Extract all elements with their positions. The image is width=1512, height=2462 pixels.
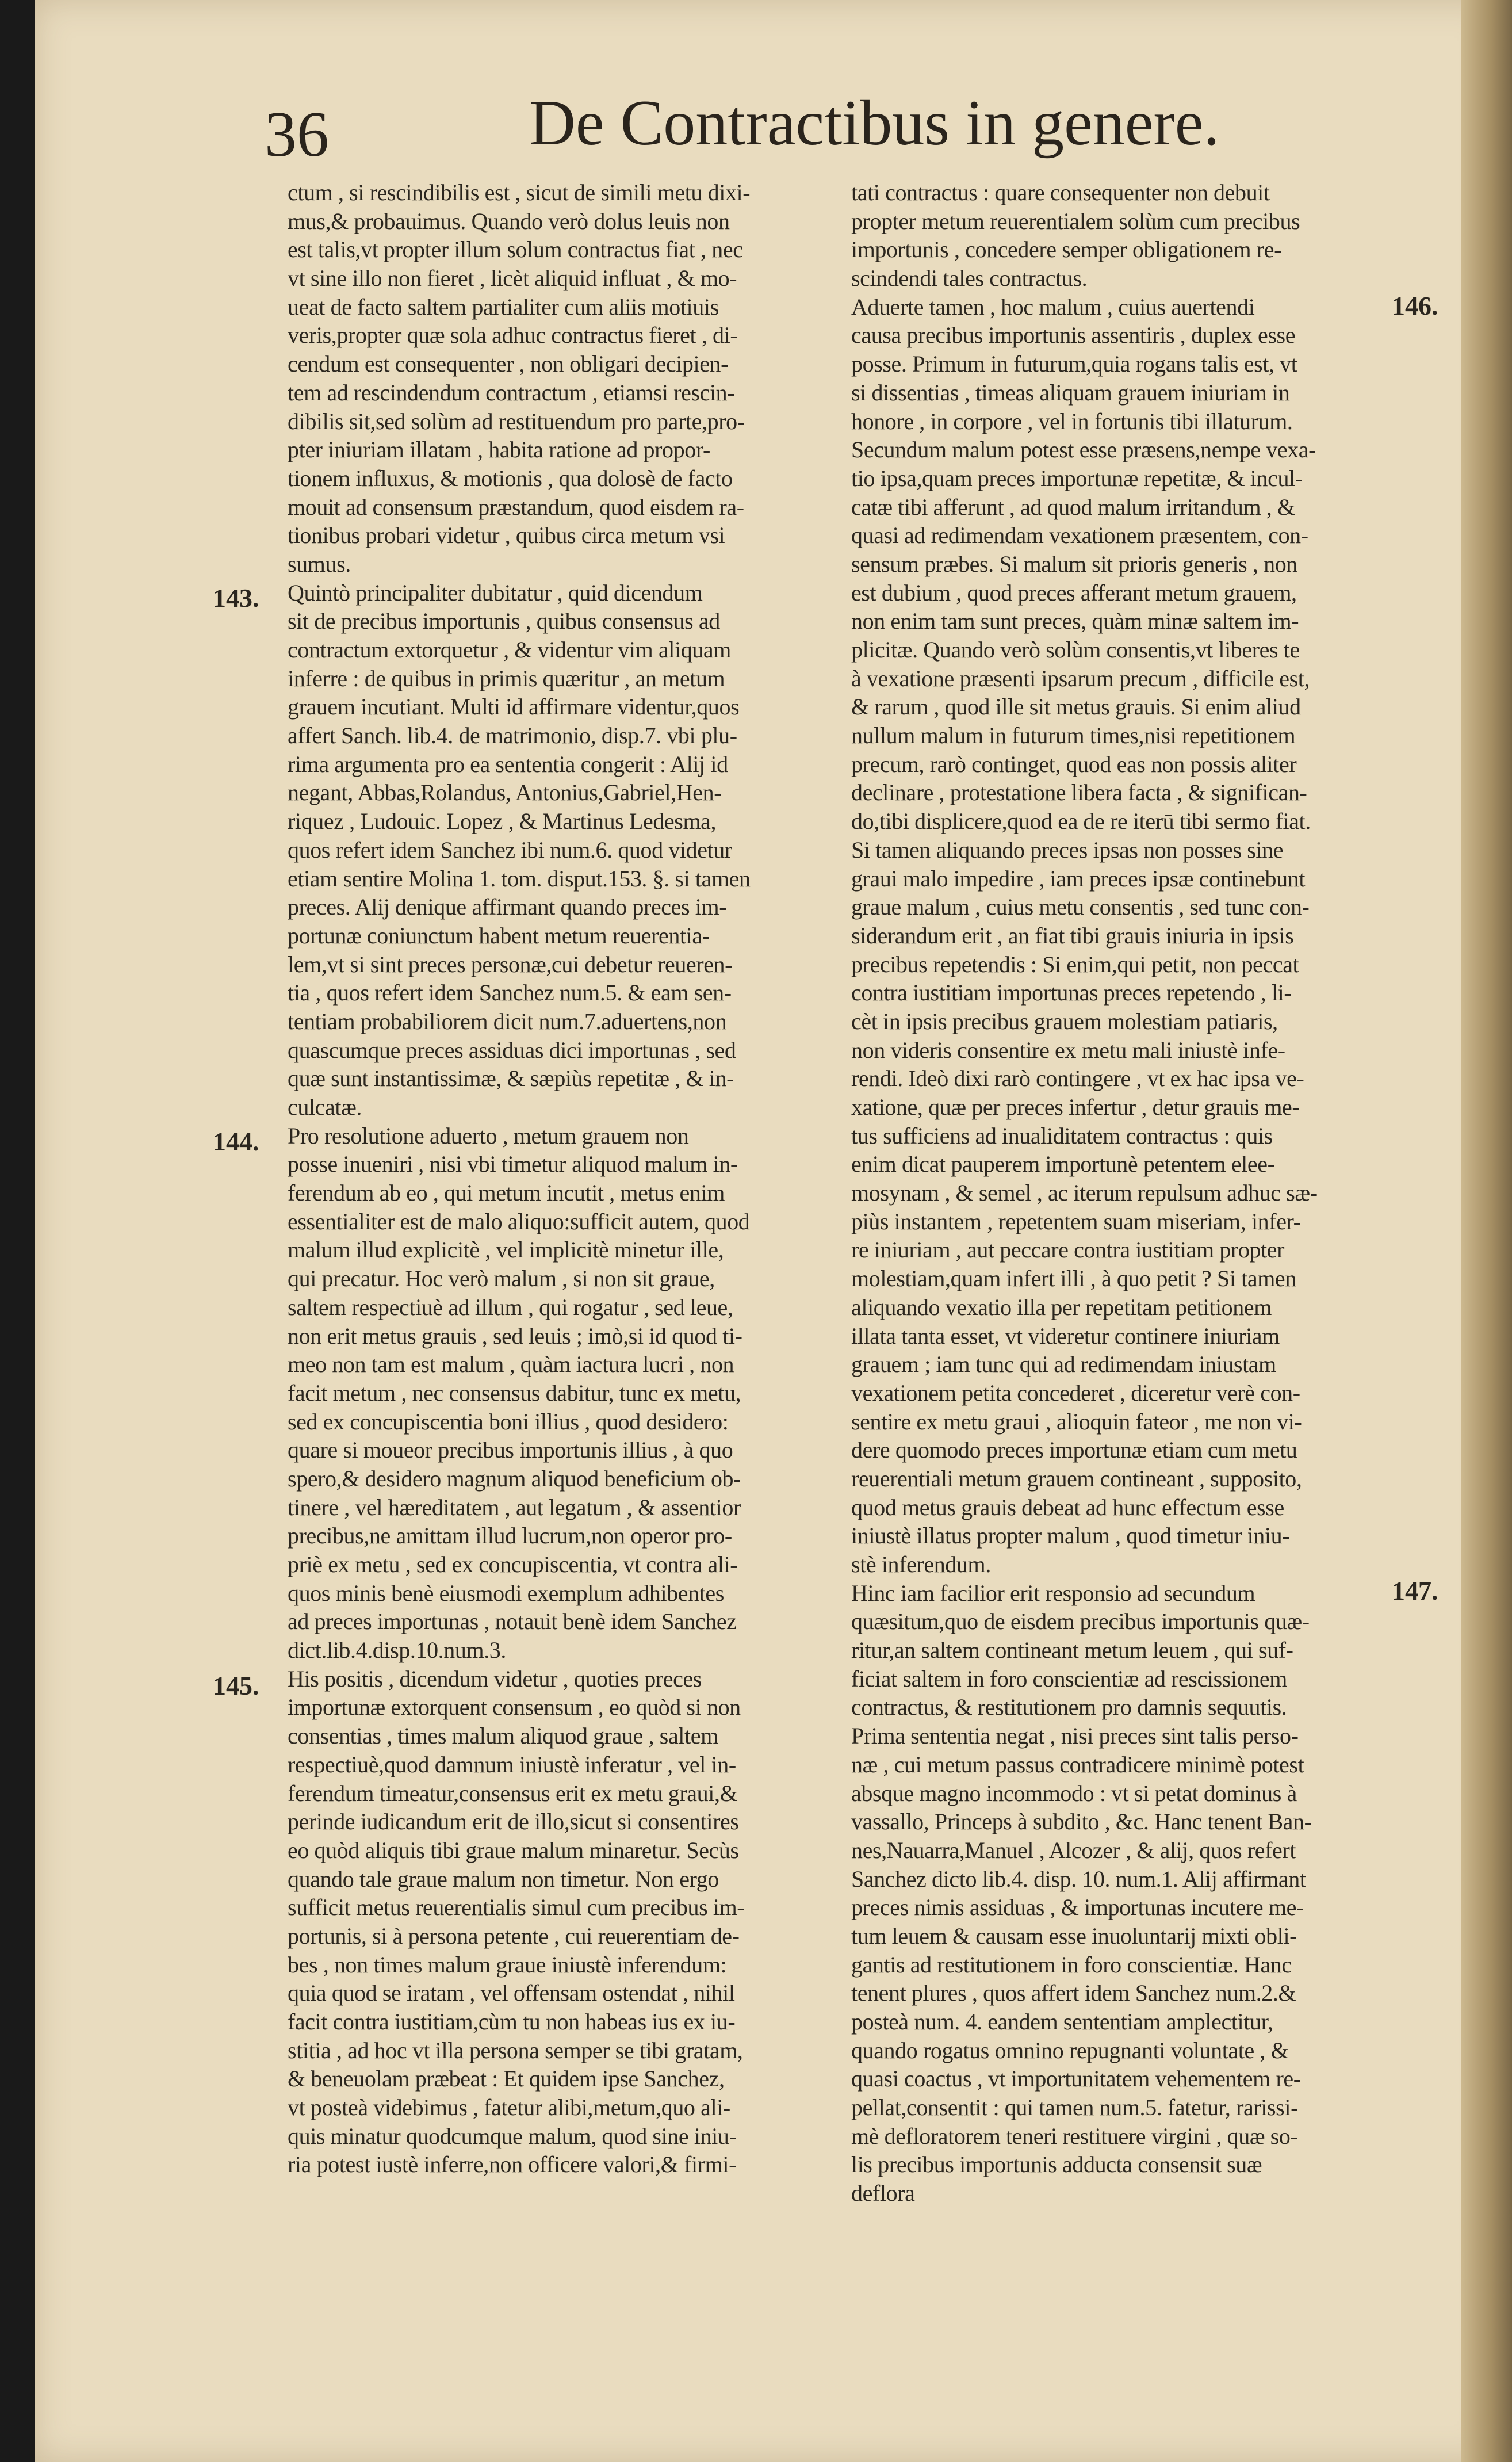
text-line: mosynam , & semel , ac iterum repulsum adhuc sæ-	[851, 1180, 1318, 1206]
text-line: vt posteà videbimus , fatetur alibi,metum,quo ali-	[288, 2094, 730, 2121]
text-line: tum leuem & causam esse inuoluntarij mixti obli-	[851, 1922, 1297, 1949]
text-line: est dubium , quod preces afferant metum grauem,	[851, 579, 1297, 606]
margin-number-143: 143.	[213, 583, 259, 613]
text-line: facit contra iustitiam,cùm tu non habeas ius ex iu-	[288, 2009, 736, 2035]
text-line: contractum extorquetur , & videntur vim aliquam	[288, 637, 731, 663]
text-line: malum illud explicitè , vel implicitè minetur ille,	[288, 1237, 724, 1263]
book-spine-edge	[1461, 0, 1512, 2462]
text-line: precibus,ne amittam illud lucrum,non operor pro-	[288, 1523, 732, 1549]
text-line: ritur,an saltem contineant metum leuem , qui suf-	[851, 1637, 1293, 1664]
text-line: rima argumenta pro ea sententia congerit : Alij id	[288, 751, 728, 777]
text-line: tentiam probabiliorem dicit num.7.aduertens,non	[288, 1008, 727, 1034]
text-line: cendum est consequenter , non obligari decipien-	[288, 351, 729, 377]
text-line: saltem respectiuè ad illum , qui rogatur , sed leue,	[288, 1294, 733, 1320]
text-line: stè inferendum.	[851, 1551, 991, 1577]
text-line: tionem influxus, & motionis , qua dolosè de facto	[288, 465, 733, 491]
running-head	[35, 86, 1495, 173]
text-line: Pro resolutione aduerto , metum grauem non	[288, 1122, 689, 1149]
text-line: bes , non times malum graue iniustè inferendum:	[288, 1951, 727, 1978]
text-line: quæ sunt instantissimæ, & sæpiùs repetitæ , & in-	[288, 1065, 734, 1092]
text-line: tati contractus : quare consequenter non debuit	[851, 179, 1270, 205]
text-line: inferre : de quibus in primis quæritur , an metum	[288, 665, 725, 691]
text-line: quando tale graue malum non timetur. Non ergo	[288, 1865, 719, 1892]
text-line: affert Sanch. lib.4. de matrimonio, disp.7. vbi plu-	[288, 722, 737, 749]
text-line: ficiat saltem in foro conscientiæ ad rescissionem	[851, 1665, 1287, 1692]
text-line: lem,vt si sint preces personæ,cui debetur reueren-	[288, 951, 733, 977]
text-line: vassallo, Princeps à subdito , &c. Hanc tenent Ban-	[851, 1809, 1312, 1835]
text-line: quare si moueor precibus importunis illius , à quo	[288, 1437, 733, 1463]
text-line: tem ad rescindendum contractum , etiamsi rescin-	[288, 379, 735, 406]
text-line: tus sufficiens ad inualiditatem contractus : quis	[851, 1122, 1273, 1149]
text-line: portunis, si à persona petente , cui reuerentiam de-	[288, 1922, 740, 1949]
text-line: molestiam,quam infert illi , à quo petit ? Si tamen	[851, 1266, 1296, 1292]
text-line: posteà num. 4. eandem sententiam amplectitur,	[851, 2009, 1273, 2035]
text-line: mouit ad consensum præstandum, quod eisdem ra-	[288, 494, 744, 520]
text-line: quasi coactus , vt importunitatem vehementem re-	[851, 2066, 1301, 2092]
text-line: nullum malum in futurum times,nisi repetitionem	[851, 722, 1296, 749]
text-line: enim dicat pauperem importunè petentem elee-	[851, 1151, 1275, 1178]
text-line: tionibus probari videtur , quibus circa metum vsi	[288, 522, 725, 549]
text-line: vexationem petita concederet , diceretur verè con-	[851, 1379, 1300, 1406]
text-line: est talis,vt propter illum solum contractus fiat , nec	[288, 236, 743, 263]
text-line: ferendum ab eo , qui metum incutit , metus enim	[288, 1180, 725, 1206]
text-line: piùs instantem , repetentem suam miseriam, infer-	[851, 1208, 1301, 1234]
text-line: ctum , si rescindibilis est , sicut de simili metu dixi-	[288, 179, 751, 205]
text-line: causa precibus importunis assentiris , duplex esse	[851, 322, 1296, 349]
text-line: Si tamen aliquando preces ipsas non posses sine	[851, 836, 1284, 863]
text-line: precibus repetendis : Si enim,qui petit, non peccat	[851, 951, 1299, 977]
text-line: eo quòd aliquis tibi graue malum minaretur. Secùs	[288, 1837, 739, 1863]
text-line: sensum præbes. Si malum sit prioris generis , non	[851, 550, 1297, 577]
margin-number-146: 146.	[1392, 291, 1438, 320]
text-line: quis minatur quodcumque malum, quod sine iniu-	[288, 2123, 737, 2149]
text-line: reuerentiali metum grauem contineant , supposito,	[851, 1465, 1302, 1492]
text-line: graue malum , cuius metu consentis , sed tunc con-	[851, 894, 1310, 920]
text-line: pter iniuriam illatam , habita ratione ad propor-	[288, 437, 710, 463]
text-line: nes,Nauarra,Manuel , Alcozer , & alij, quos refert	[851, 1837, 1296, 1863]
text-line: scindendi tales contractus.	[851, 265, 1088, 292]
text-line: quos refert idem Sanchez ibi num.6. quod videtur	[288, 836, 732, 863]
text-line: deflora	[851, 2180, 915, 2207]
text-line: contractus, & restitutionem pro damnis sequutis.	[851, 1694, 1287, 1721]
text-line: sit de precibus importunis , quibus consensus ad	[288, 608, 720, 634]
text-line: non erit metus grauis , sed leuis ; imò,si id quod ti-	[288, 1322, 742, 1349]
text-line: à vexatione præsenti ipsarum precum , difficile est,	[851, 665, 1310, 691]
text-line: precum, rarò continget, quod eas non possis aliter	[851, 751, 1297, 777]
text-line: facit metum , nec consensus dabitur, tunc ex metu,	[288, 1379, 741, 1406]
text-line: sumus.	[288, 550, 351, 577]
text-line: dict.lib.4.disp.10.num.3.	[288, 1637, 507, 1664]
page-title: De Contractibus in genere.	[529, 87, 1220, 159]
page-number: 36	[265, 99, 329, 170]
text-line: preces nimis assiduas , & importunas incutere me-	[851, 1894, 1304, 1921]
text-line: Quintò principaliter dubitatur , quid dicendum	[288, 579, 703, 606]
text-line: quasi ad redimendam vexationem præsentem, con-	[851, 522, 1308, 549]
text-line: declinare , protestatione libera facta , & significan-	[851, 779, 1307, 806]
text-line: graui malo impedire , iam preces ipsæ continebunt	[851, 865, 1306, 892]
margin-number-147: 147.	[1392, 1576, 1438, 1605]
text-line: respectiuè,quod damnum iniustè inferatur , vel in-	[288, 1751, 736, 1777]
text-line: siderandum erit , an fiat tibi grauis iniuria in ipsis	[851, 922, 1294, 949]
text-line: importunæ extorquent consensum , eo quòd si non	[288, 1694, 741, 1721]
text-line: importunis , concedere semper obligationem re-	[851, 236, 1282, 263]
text-line: ferendum timeatur,consensus erit ex metu graui,&	[288, 1780, 738, 1806]
text-line: mus,& probauimus. Quando verò dolus leuis non	[288, 208, 730, 234]
text-line: culcatæ.	[288, 1094, 362, 1120]
text-line: honore , in corpore , vel in fortunis tibi illaturum.	[851, 408, 1293, 434]
text-line: illata tanta esset, vt videretur continere iniuriam	[851, 1322, 1280, 1349]
text-line: tia , quos refert idem Sanchez num.5. & eam sen-	[288, 980, 732, 1006]
text-line: non enim tam sunt preces, quàm minæ saltem im-	[851, 608, 1299, 634]
text-line: gantis ad restitutionem in foro conscientiæ. Hanc	[851, 1951, 1292, 1978]
text-line: grauem incutiant. Multi id affirmare videntur,quos	[288, 694, 740, 720]
text-line: stitia , ad hoc vt illa persona semper se tibi gratam,	[288, 2037, 743, 2063]
text-line: posse inueniri , nisi vbi timetur aliquod malum in-	[288, 1151, 738, 1178]
left-text-column	[288, 178, 828, 2179]
text-line: quia quod se iratam , vel offensam ostendat , nihil	[288, 1980, 735, 2006]
text-line: dibilis sit,sed solùm ad restituendum pro parte,pro-	[288, 408, 745, 434]
text-line: meo non tam est malum , quàm iactura lucri , non	[288, 1351, 734, 1378]
text-line: re iniuriam , aut peccare contra iustitiam propter	[851, 1237, 1285, 1263]
text-line: do,tibi displicere,quod ea de re iterū tibi sermo fiat.	[851, 808, 1311, 835]
text-line: tio ipsa,quam preces importunæ repetitæ, & incul-	[851, 465, 1303, 491]
text-line: non videris consentire ex metu mali iniustè infe-	[851, 1037, 1285, 1063]
text-line: cèt in ipsis precibus grauem molestiam patiaris,	[851, 1008, 1278, 1034]
text-line: quando rogatus omnino repugnanti voluntate , &	[851, 2037, 1289, 2063]
text-line: plicitæ. Quando verò solùm consentis,vt liberes te	[851, 637, 1300, 663]
text-line: quæsitum,quo de eisdem precibus importunis quæ-	[851, 1608, 1310, 1635]
text-line: iniustè illatus propter malum , quod timetur iniu-	[851, 1523, 1290, 1549]
book-page	[35, 0, 1495, 2462]
text-line: catæ tibi afferunt , ad quod malum irritandum , &	[851, 494, 1295, 520]
margin-number-145: 145.	[213, 1671, 259, 1700]
text-line: Sanchez dicto lib.4. disp. 10. num.1. Alij affirmant	[851, 1865, 1306, 1892]
text-line: Prima sententia negat , nisi preces sint talis perso-	[851, 1723, 1299, 1749]
right-text-column	[851, 178, 1392, 2208]
text-line: posse. Primum in futurum,quia rogans talis est, vt	[851, 351, 1297, 377]
text-line: mè defloratorem teneri restituere virgini , quæ so-	[851, 2123, 1298, 2149]
text-line: veris,propter quæ sola adhuc contractus fieret , di-	[288, 322, 738, 349]
text-line: absque magno incommodo : vt si petat dominus à	[851, 1780, 1297, 1806]
text-line: rendi. Ideò dixi rarò contingere , vt ex hac ipsa ve-	[851, 1065, 1304, 1092]
text-line: vt sine illo non fieret , licèt aliquid influat , & mo-	[288, 265, 737, 292]
text-line: Secundum malum potest esse præsens,nempe vexa-	[851, 437, 1316, 463]
text-line: preces. Alij denique affirmant quando preces im-	[288, 894, 727, 920]
text-line: pellat,consentit : qui tamen num.5. fatetur, rarissi-	[851, 2094, 1298, 2121]
text-line: ria potest iustè inferre,non officere valori,& firmi-	[288, 2151, 736, 2178]
text-line: xatione, quæ per preces infertur , detur grauis me-	[851, 1094, 1300, 1120]
text-line: quascumque preces assiduas dici importunas , sed	[288, 1037, 736, 1063]
text-line: & rarum , quod ille sit metus grauis. Si enim aliud	[851, 694, 1301, 720]
text-line: ad preces importunas , notauit benè idem Sanchez	[288, 1608, 737, 1635]
text-line: riquez , Ludouic. Lopez , & Martinus Ledesma,	[288, 808, 717, 835]
text-line: qui precatur. Hoc verò malum , si non sit graue,	[288, 1266, 715, 1292]
text-line: contra iustitiam importunas preces repetendo , li-	[851, 980, 1292, 1006]
text-line: His positis , dicendum videtur , quoties preces	[288, 1665, 702, 1692]
text-line: quos minis benè eiusmodi exemplum adhibentes	[288, 1580, 724, 1606]
text-line: ueat de facto saltem partialiter cum aliis motiuis	[288, 293, 719, 320]
text-line: priè ex metu , sed ex concupiscentia, vt contra ali-	[288, 1551, 738, 1577]
text-line: spero,& desidero magnum aliquod beneficium ob-	[288, 1465, 741, 1492]
text-line: sufficit metus reuerentialis simul cum precibus im-	[288, 1894, 745, 1921]
text-line: tenent plures , quos affert idem Sanchez num.2.&	[851, 1980, 1296, 2006]
text-line: aliquando vexatio illa per repetitam petitionem	[851, 1294, 1272, 1320]
text-line: næ , cui metum passus contradicere minimè potest	[851, 1751, 1304, 1777]
text-line: quod metus grauis debeat ad hunc effectum esse	[851, 1494, 1284, 1520]
text-line: consentias , times malum aliquod graue , saltem	[288, 1723, 718, 1749]
text-line: sentire ex metu graui , alioquin fateor , me non vi-	[851, 1408, 1302, 1435]
text-line: essentialiter est de malo aliquo:sufficit autem, quod	[288, 1208, 750, 1234]
text-line: & beneuolam præbeat : Et quidem ipse Sanchez,	[288, 2066, 725, 2092]
text-line: etiam sentire Molina 1. tom. disput.153. §. si tamen	[288, 865, 751, 892]
text-line: dere quomodo preces importunæ etiam cum metu	[851, 1437, 1297, 1463]
margin-number-144: 144.	[213, 1127, 259, 1156]
text-line: sed ex concupiscentia boni illius , quod desidero:	[288, 1408, 729, 1435]
text-line: si dissentias , timeas aliquam grauem iniuriam in	[851, 379, 1290, 406]
text-line: grauem ; iam tunc qui ad redimendam iniustam	[851, 1351, 1276, 1378]
text-line: portunæ coniunctum habent metum reuerentia-	[288, 922, 710, 949]
text-line: Aduerte tamen , hoc malum , cuius auertendi	[851, 293, 1255, 320]
text-line: negant, Abbas,Rolandus, Antonius,Gabriel,Hen-	[288, 779, 722, 806]
text-line: lis precibus importunis adducta consensit suæ	[851, 2151, 1262, 2178]
text-line: Hinc iam facilior erit responsio ad secundum	[851, 1580, 1255, 1606]
text-line: tinere , vel hæreditatem , aut legatum , & assentior	[288, 1494, 741, 1520]
text-line: perinde iudicandum erit de illo,sicut si consentires	[288, 1809, 739, 1835]
text-line: propter metum reuerentialem solùm cum precibus	[851, 208, 1300, 234]
